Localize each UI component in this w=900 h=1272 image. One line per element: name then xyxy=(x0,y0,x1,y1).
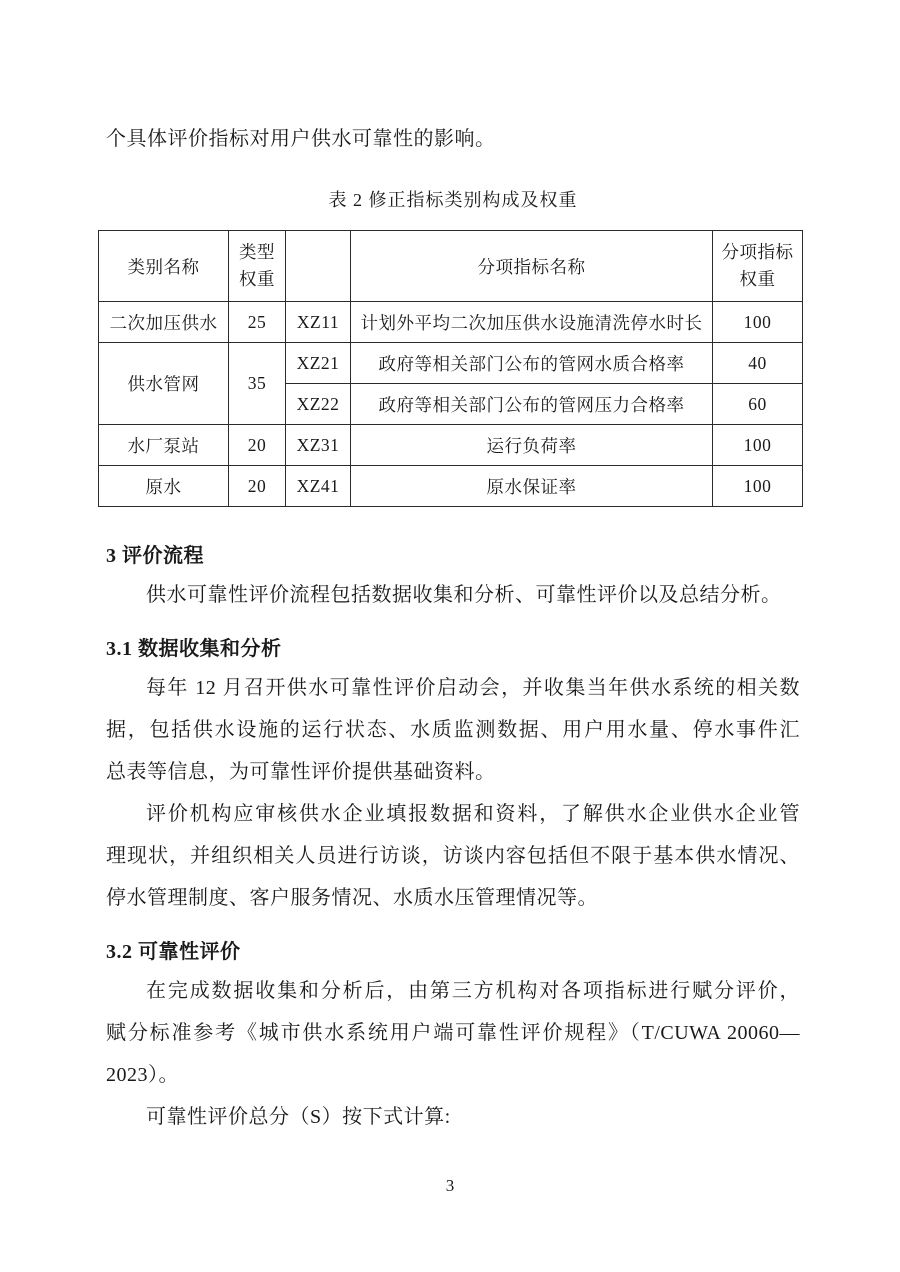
paragraph: 评价机构应审核供水企业填报数据和资料，了解供水企业供水企业管 理现状，并组织相关人员进行访谈，访谈内容包括但不限于基本供水情况、 停水管理制度、客户服务情况、水质水压管理情况等。 xyxy=(106,803,800,909)
table-header-row xyxy=(99,231,803,302)
table-row xyxy=(99,425,803,466)
section-heading-3-1: 3.1 数据收集和分析 xyxy=(106,638,282,660)
weight-cell: 20 xyxy=(229,466,286,507)
section-heading-3-2: 3.2 可靠性评价 xyxy=(106,941,241,963)
category-cell: 二次加压供水 xyxy=(99,302,229,343)
intro-text: 个具体评价指标对用户供水可靠性的影响。 xyxy=(106,128,496,150)
sub-weight-cell: 100 xyxy=(713,302,803,343)
header-type-weight: 类型 权重 xyxy=(229,231,286,302)
indicator-cell: 原水保证率 xyxy=(351,466,713,507)
paragraph: 可靠性评价总分（S）按下式计算: xyxy=(146,1106,451,1128)
code-cell: XZ22 xyxy=(286,384,351,425)
table-caption: 表 2 修正指标类别构成及权重 xyxy=(328,190,578,210)
header-code xyxy=(286,231,351,302)
weight-cell: 25 xyxy=(229,302,286,343)
indicator-cell: 运行负荷率 xyxy=(351,425,713,466)
table-row xyxy=(99,466,803,507)
category-cell: 水厂泵站 xyxy=(99,425,229,466)
indicator-cell: 计划外平均二次加压供水设施清洗停水时长 xyxy=(351,302,713,343)
paragraph: 在完成数据收集和分析后，由第三方机构对各项指标进行赋分评价， 赋分标准参考《城市供水系统用户端可靠性评价规程》（T/CUWA 20060— 2023）。 xyxy=(106,980,800,1086)
code-cell: XZ11 xyxy=(286,302,351,343)
page-number: 3 xyxy=(445,1176,455,1195)
indicator-cell: 政府等相关部门公布的管网压力合格率 xyxy=(351,384,713,425)
section-heading-3: 3 评价流程 xyxy=(106,545,204,567)
header-category: 类别名称 xyxy=(99,231,229,302)
sub-weight-cell: 100 xyxy=(713,466,803,507)
code-cell: XZ41 xyxy=(286,466,351,507)
indicator-cell: 政府等相关部门公布的管网水质合格率 xyxy=(351,343,713,384)
weight-cell: 35 xyxy=(229,343,286,425)
table-row xyxy=(99,343,803,384)
sub-weight-cell: 40 xyxy=(713,343,803,384)
category-cell: 供水管网 xyxy=(99,343,229,425)
paragraph: 供水可靠性评价流程包括数据收集和分析、可靠性评价以及总结分析。 xyxy=(146,584,782,606)
header-sub-weight: 分项指标 权重 xyxy=(713,231,803,302)
code-cell: XZ21 xyxy=(286,343,351,384)
sub-weight-cell: 60 xyxy=(713,384,803,425)
paragraph: 每年 12 月召开供水可靠性评价启动会，并收集当年供水系统的相关数 据，包括供水设施的运行状态、水质监测数据、用户用水量、停水事件汇 总表等信息，为可靠性评价提供基础资料。 xyxy=(106,677,800,783)
weights-table xyxy=(98,230,803,507)
sub-weight-cell: 100 xyxy=(713,425,803,466)
code-cell: XZ31 xyxy=(286,425,351,466)
weight-cell: 20 xyxy=(229,425,286,466)
header-indicator-name: 分项指标名称 xyxy=(351,231,713,302)
table-row xyxy=(99,302,803,343)
category-cell: 原水 xyxy=(99,466,229,507)
